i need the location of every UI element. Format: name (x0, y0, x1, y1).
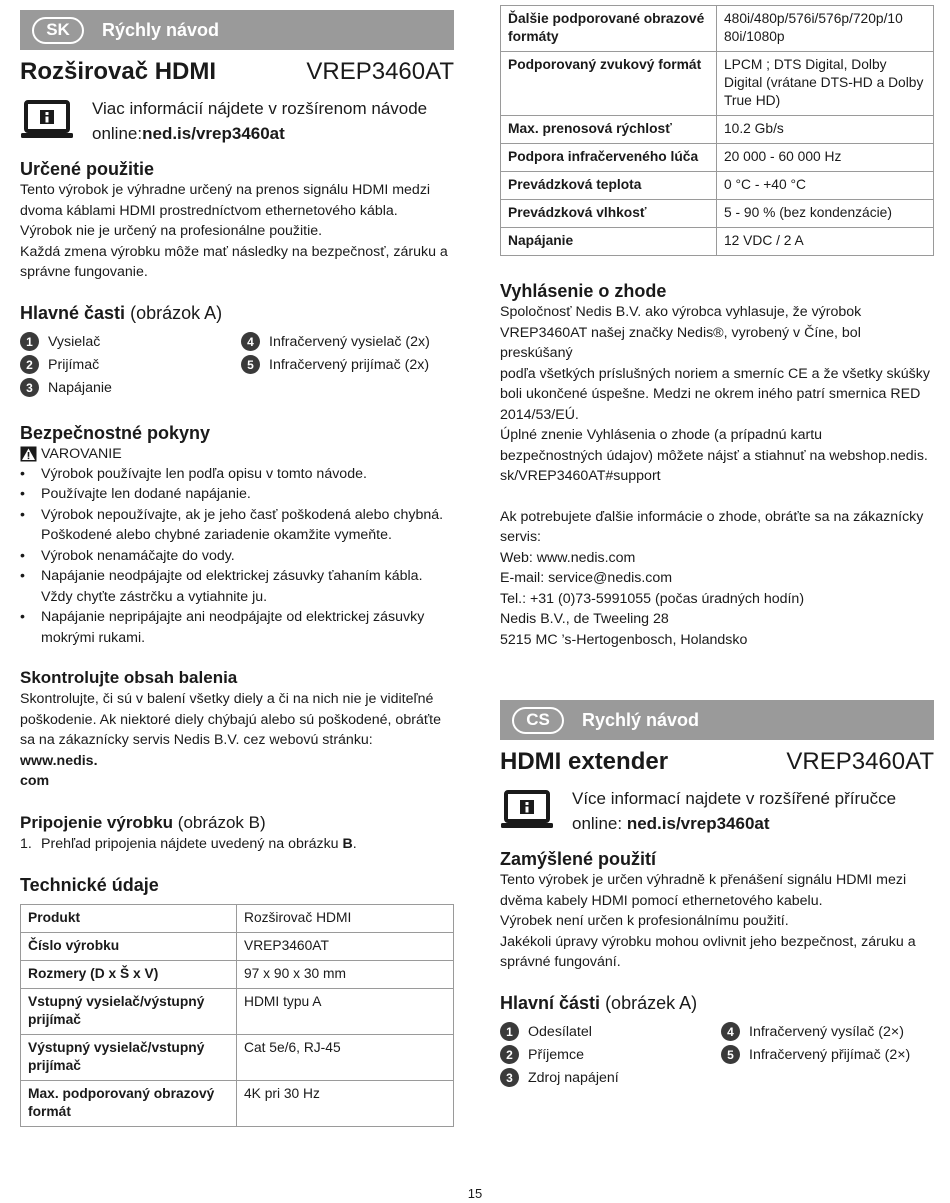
part-label: Infračervený prijímač (2x) (269, 356, 430, 373)
sk-specs-table-left (20, 904, 454, 1127)
cs-info-row (500, 786, 934, 836)
text-line: Spoločnosť Nedis B.V. ako výrobca vyhlasuje, že výrobok (500, 304, 862, 320)
spec-value: Cat 5e/6, RJ-45 (237, 1035, 454, 1081)
part-label: Infračervený vysielač (2x) (269, 333, 430, 350)
table-row (501, 144, 934, 172)
spec-value: 10.2 Gb/s (717, 116, 934, 144)
part-item (500, 1068, 721, 1088)
sk-safety-heading: Bezpečnostné pokyny (20, 422, 211, 443)
part-label: Napájanie (48, 379, 112, 396)
sk-warning-label: VAROVANIE (41, 445, 122, 462)
sk-product-title: Rozširovač HDMI (20, 58, 217, 85)
spec-key: Prevádzková vlhkosť (501, 200, 717, 228)
table-row (501, 228, 934, 256)
text-line: správne fungovanie. (20, 264, 148, 280)
laptop-info-icon (500, 790, 554, 830)
cs-product-title: HDMI extender (500, 748, 669, 775)
list-item: • Napájanie nepripájajte ani neodpájajte od elektrickej zásuvky mokrými rukami. (20, 607, 454, 648)
cs-intended-heading: Zamýšlené použití (500, 849, 657, 869)
sk-specs-table-right (500, 5, 934, 256)
contact-email: E-mail: service@nedis.com (500, 570, 673, 586)
number-badge: 1 (20, 332, 39, 351)
spec-key: Vstupný vysielač/výstupný prijímač (21, 989, 237, 1035)
contact-phone: Tel.: +31 (0)73-5991055 (počas úradných hodín) (500, 590, 805, 607)
cs-info-prefix: online: (572, 814, 627, 833)
warning-triangle-icon (20, 446, 37, 462)
sk-banner-title: Rýchly návod (102, 19, 220, 40)
spec-key: Prevádzková teplota (501, 172, 717, 200)
text-line: dvěma kabely HDMI pomocí ethernetového kabelu. (500, 892, 823, 909)
text-line: Jakékoli úpravy výrobku mohou ovlivnit jeho bezpečnost, záruku a (500, 933, 916, 950)
list-item: • Výrobok nenamáčajte do vody. (20, 546, 454, 567)
part-label: Příjemce (528, 1046, 584, 1063)
contact-address: 5215 MC ’s-Hertogenbosch, Holandsko (500, 631, 748, 648)
table-row (501, 200, 934, 228)
text-line: Tento výrobek je určen výhradně k přenášení signálu HDMI mezi (500, 872, 907, 888)
number-badge: 1 (500, 1022, 519, 1041)
number-badge: 4 (721, 1022, 740, 1041)
spec-key: Max. prenosová rýchlosť (501, 116, 717, 144)
part-item (500, 1022, 721, 1042)
spec-key: Podpora infračerveného lúča (501, 144, 717, 172)
list-item: • Používajte len dodané napájanie. (20, 484, 454, 505)
text-line: Skontrolujte, či sú v balení všetky diely a či na nich nie je viditeľné (20, 691, 434, 707)
number-badge: 4 (241, 332, 260, 351)
number-badge: 3 (500, 1068, 519, 1087)
sk-intended-text (20, 180, 454, 283)
text-line: 2014/53/EÚ. (500, 406, 579, 423)
text-line: Úplné znenie Vyhlásenia o zhode (a prípadnú kartu (500, 427, 823, 443)
part-item (241, 355, 454, 375)
number-badge: 5 (721, 1045, 740, 1064)
part-item (721, 1022, 934, 1042)
spec-key: Rozmery (D x Š x V) (21, 961, 237, 989)
cs-banner-title: Rychlý návod (582, 709, 700, 730)
sk-info-text (92, 96, 427, 146)
spec-value: 0 °C - +40 °C (717, 172, 934, 200)
number-badge: 2 (500, 1045, 519, 1064)
part-label: Vysielač (48, 333, 101, 350)
sk-declaration-text (500, 302, 934, 487)
text-line: správné fungování. (500, 954, 621, 970)
spec-key: Číslo výrobku (21, 933, 237, 961)
text-line: sk/VREP3460AT#support (500, 468, 661, 484)
right-column (500, 5, 934, 1088)
part-label: Odesílatel (528, 1023, 592, 1040)
text-line: VREP3460AT našej značky Nedis®, vyrobený v Číne, bol preskúšaný (500, 324, 861, 361)
text-line: Výrobok nie je určený na profesionálne použitie. (20, 223, 323, 239)
list-number: 1. (20, 835, 32, 852)
cs-parts-heading: Hlavní části (obrázek A) (500, 992, 698, 1013)
list-item: • Výrobok nepoužívajte, ak je jeho časť poškodená alebo chybná. Poškodené alebo chybné zariadenie okamžite vymeňte. (20, 505, 454, 546)
sk-safety-list (20, 464, 454, 649)
nedis-website-link-cont[interactable]: com (20, 773, 50, 789)
cs-banner (500, 700, 934, 740)
spec-value: VREP3460AT (237, 933, 454, 961)
sk-connect-item: 1. Prehľad pripojenia nájdete uvedený na obrázku B. (20, 834, 454, 855)
sk-package-heading: Skontrolujte obsah balenia (20, 668, 238, 687)
text-line: poškodenie. Ak niektoré diely chýbajú alebo sú poškodené, obráťte (20, 711, 441, 728)
text-line: podľa všetkých príslušných noriem a smerníc CE a že všetky skúšky (500, 365, 930, 382)
text-line: dvoma káblami HDMI prostredníctvom ethernetového kábla. (20, 202, 398, 219)
number-badge: 5 (241, 355, 260, 374)
part-label: Prijímač (48, 356, 100, 373)
table-row (501, 116, 934, 144)
part-item (20, 355, 241, 375)
spec-value: 12 VDC / 2 A (717, 228, 934, 256)
cs-product-code: VREP3460AT (786, 748, 934, 775)
sk-info-row (20, 96, 454, 146)
sk-parts-heading: Hlavné časti (obrázok A) (20, 302, 223, 323)
table-row (501, 52, 934, 116)
text-line: bezpečnostných údajov) môžete nájsť a stiahnuť na webshop.nedis. (500, 447, 928, 464)
contact-address: Nedis B.V., de Tweeling 28 (500, 611, 669, 627)
part-item (721, 1045, 934, 1065)
spec-key: Napájanie (501, 228, 717, 256)
cs-info-text (572, 786, 896, 836)
spec-value: 97 x 90 x 30 mm (237, 961, 454, 989)
sk-contact-text (500, 507, 934, 651)
part-item (500, 1045, 721, 1065)
spec-key: Výstupný vysielač/vstupný prijímač (21, 1035, 237, 1081)
sk-info-url-link[interactable]: ned.is/vrep3460at (142, 124, 285, 143)
list-item: • Výrobok používajte len podľa opisu v tomto návode. (20, 464, 454, 485)
text-line: sa na zákaznícky servis Nedis B.V. cez webovú stránku: (20, 732, 373, 748)
text-line: Výrobek není určen k profesionálnímu použití. (500, 913, 789, 929)
table-row (21, 989, 454, 1035)
nedis-website-link[interactable]: www.nedis. (20, 752, 98, 769)
part-label: Infračervený přijímač (2×) (749, 1046, 911, 1063)
laptop-info-icon (20, 100, 74, 140)
sk-intended-heading: Určené použitie (20, 159, 155, 179)
sk-package-text (20, 689, 454, 792)
spec-key: Ďalšie podporované obrazové formáty (501, 6, 717, 52)
cs-parts-list (500, 1022, 934, 1088)
number-badge: 2 (20, 355, 39, 374)
part-item (20, 332, 241, 352)
cs-info-line: Více informací najdete v rozšířené příručce (572, 789, 897, 808)
table-row (21, 1081, 454, 1127)
table-row (21, 933, 454, 961)
spec-value: HDMI typu A (237, 989, 454, 1035)
part-item (20, 378, 241, 398)
spec-value: 4K pri 30 Hz (237, 1081, 454, 1127)
spec-key: Max. podporovaný obrazový formát (21, 1081, 237, 1127)
part-item (241, 332, 454, 352)
text-line: servis: (500, 529, 541, 545)
cs-title-row (500, 748, 934, 776)
list-item: • Napájanie neodpájajte od elektrickej zásuvky ťahaním kábla. Vždy chyťte zástrčku a vytiahnite ju. (20, 566, 454, 607)
spec-value: LPCM ; DTS Digital, Dolby Digital (vrátane DTS-HD a Dolby True HD) (717, 52, 934, 116)
left-column (20, 10, 454, 1127)
sk-title-row (20, 58, 454, 86)
sk-warning (20, 444, 454, 464)
spec-value: 480i/480p/576i/576p/720p/10 80i/1080p (717, 6, 934, 52)
text-line: Každá zmena výrobku môže mať následky na bezpečnosť, záruku a (20, 243, 448, 260)
table-row (21, 961, 454, 989)
spec-key: Produkt (21, 905, 237, 933)
sk-connect-heading: Pripojenie výrobku (obrázok B) (20, 812, 266, 832)
part-label: Infračervený vysílač (2×) (749, 1023, 904, 1040)
sk-parts-list (20, 332, 454, 398)
sk-product-code: VREP3460AT (306, 58, 454, 85)
text-line: Tento výrobok je výhradne určený na prenos signálu HDMI medzi (20, 182, 431, 198)
part-label: Zdroj napájení (528, 1069, 619, 1086)
spec-value: 20 000 - 60 000 Hz (717, 144, 934, 172)
cs-info-url-link[interactable]: ned.is/vrep3460at (626, 814, 770, 833)
sk-info-line: Viac informácií nájdete v rozšírenom návode (92, 99, 428, 118)
sk-info-prefix: online: (92, 124, 143, 143)
text-line: Ak potrebujete ďalšie informácie o zhode, obráťte sa na zákaznícky (500, 508, 924, 525)
sk-language-badge: SK (32, 17, 84, 44)
text-line: boli ukončené úspešne. Medzi ne okrem iného patrí smernica RED (500, 386, 921, 402)
cs-language-badge: CS (512, 707, 564, 734)
spec-value: 5 - 90 % (bez kondenzácie) (717, 200, 934, 228)
spec-value: Rozširovač HDMI (237, 905, 454, 933)
number-badge: 3 (20, 378, 39, 397)
table-row (501, 172, 934, 200)
table-row (21, 1035, 454, 1081)
contact-web: Web: www.nedis.com (500, 549, 636, 566)
sk-specs-heading: Technické údaje (20, 875, 159, 895)
spec-key: Podporovaný zvukový formát (501, 52, 717, 116)
table-row (21, 905, 454, 933)
cs-intended-text (500, 870, 934, 973)
sk-banner (20, 10, 454, 50)
table-row (501, 6, 934, 52)
page-number: 15 (467, 1186, 483, 1201)
sk-declaration-heading: Vyhlásenie o zhode (500, 281, 667, 301)
